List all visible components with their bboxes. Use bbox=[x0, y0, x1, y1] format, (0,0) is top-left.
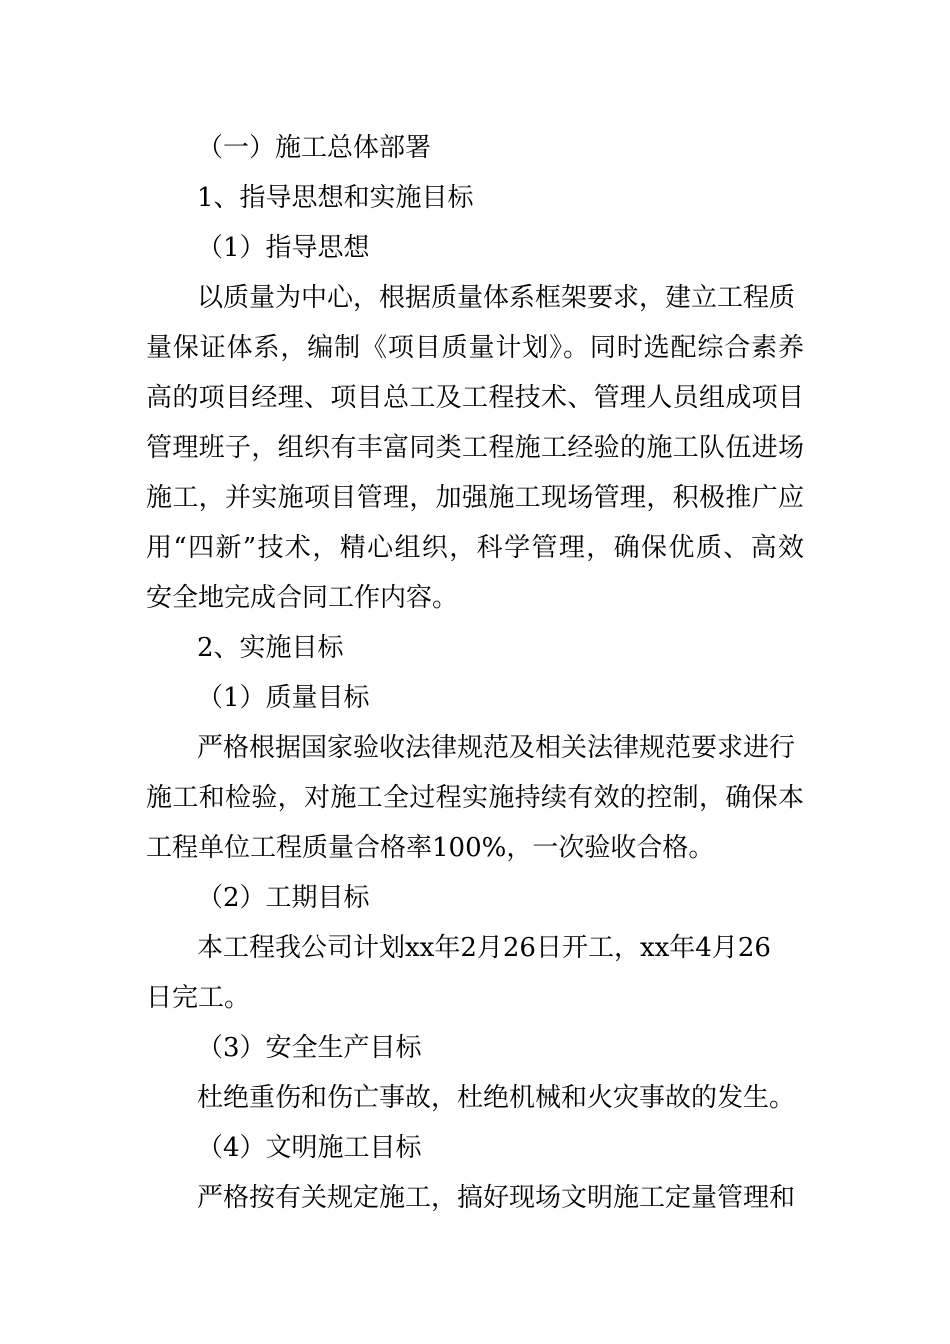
paragraph-line: 工程单位工程质量合格率100%，一次验收合格。 bbox=[146, 833, 715, 863]
paragraph-line: 施工和检验，对施工全过程实施持续有效的控制，确保本 bbox=[146, 783, 804, 813]
paragraph-line: 高的项目经理、项目总工及工程技术、管理人员组成项目 bbox=[146, 383, 804, 413]
paragraph-line: 杜绝重伤和伤亡事故，杜绝机械和火灾事故的发生。 bbox=[197, 1083, 796, 1113]
heading-2: 2、实施目标 bbox=[197, 633, 344, 663]
subheading-safety-target: （3）安全生产目标 bbox=[197, 1033, 422, 1063]
section-heading: （一）施工总体部署 bbox=[197, 133, 432, 163]
subheading-guiding-idea: （1）指导思想 bbox=[197, 233, 370, 263]
subheading-schedule-target: （2）工期目标 bbox=[197, 883, 370, 913]
paragraph-line: 管理班子，组织有丰富同类工程施工经验的施工队伍进场 bbox=[146, 433, 804, 463]
paragraph-line: 用“四新”技术，精心组织，科学管理，确保优质、高效 bbox=[146, 533, 804, 563]
paragraph-line: 安全地完成合同工作内容。 bbox=[146, 583, 459, 613]
paragraph-line: 量保证体系，编制《项目质量计划》。同时选配综合素养 bbox=[146, 333, 804, 363]
subheading-quality-target: （1）质量目标 bbox=[197, 683, 370, 713]
paragraph-line: 本工程我公司计划xx年2月26日开工，xx年4月26 bbox=[197, 933, 771, 963]
paragraph-line: 严格按有关规定施工，搞好现场文明施工定量管理和 bbox=[197, 1183, 796, 1213]
paragraph-line: 施工，并实施项目管理，加强施工现场管理，积极推广应 bbox=[146, 483, 804, 513]
paragraph-line: 严格根据国家验收法律规范及相关法律规范要求进行 bbox=[197, 733, 796, 763]
paragraph-line: 以质量为中心，根据质量体系框架要求，建立工程质 bbox=[197, 283, 796, 313]
paragraph-line: 日完工。 bbox=[146, 983, 251, 1013]
subheading-civilized-construction-target: （4）文明施工目标 bbox=[197, 1133, 422, 1163]
heading-1: 1、指导思想和实施目标 bbox=[197, 183, 474, 213]
